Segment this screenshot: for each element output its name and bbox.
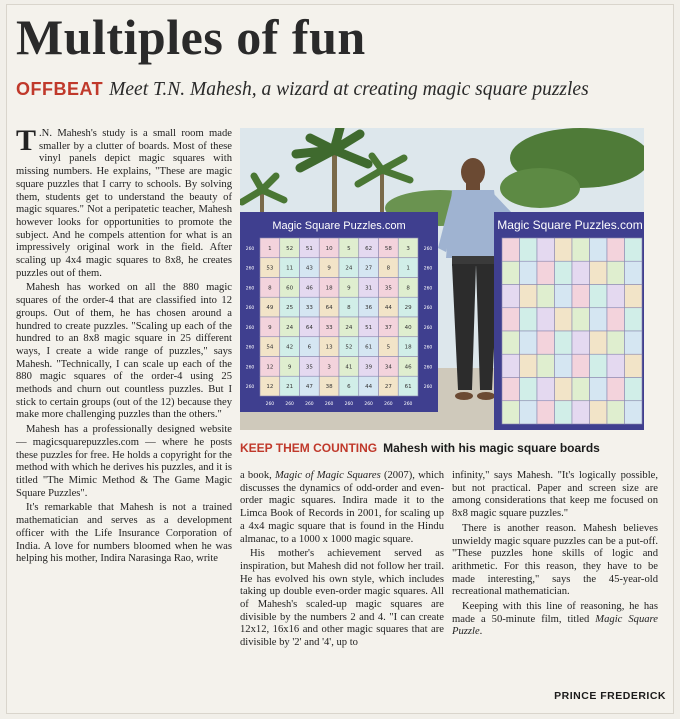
grid-number: 38 <box>325 384 333 391</box>
deck-kicker: OFFBEAT <box>16 79 104 99</box>
grid-number: 3 <box>406 245 410 252</box>
grid-cell <box>537 238 555 261</box>
grid-number: 54 <box>266 344 274 351</box>
grid-number: 11 <box>286 265 294 272</box>
grid-number: 53 <box>266 265 274 272</box>
headline: Multiples of fun <box>16 9 366 65</box>
photo <box>240 128 644 430</box>
grid-number: 36 <box>365 305 373 312</box>
grid-cell <box>537 354 555 377</box>
grid-cell <box>537 401 555 424</box>
border-number: 260 <box>245 365 255 371</box>
grid-number: 1 <box>268 245 272 252</box>
border-number: 260 <box>305 402 314 407</box>
grid-number: 61 <box>365 344 373 351</box>
grid-number: 8 <box>268 285 272 292</box>
border-number: 260 <box>423 345 433 351</box>
grid-cell <box>572 401 590 424</box>
grid-cell <box>572 261 590 284</box>
grid-cell <box>607 331 625 354</box>
right-board-title: Magic Square Puzzles.com <box>497 218 643 232</box>
border-number: 260 <box>344 402 354 407</box>
grid-number: 29 <box>404 305 412 312</box>
grid-number: 9 <box>347 285 351 292</box>
grid-number: 49 <box>266 305 274 312</box>
grid-number: 9 <box>287 364 292 371</box>
grid-cell <box>520 285 538 308</box>
grid-number: 12 <box>266 384 274 391</box>
grid-number: 64 <box>305 324 313 331</box>
left-board-title: Magic Square Puzzles.com <box>272 220 406 232</box>
grid-cell <box>572 378 590 401</box>
grid-cell <box>520 378 538 401</box>
grid-number: 39 <box>365 364 373 371</box>
border-number: 260 <box>324 402 334 407</box>
grid-number: 25 <box>286 305 294 312</box>
grid-cell <box>625 331 643 354</box>
border-number: 260 <box>423 325 433 331</box>
border-number: 260 <box>245 266 255 272</box>
grid-number: 52 <box>286 245 294 252</box>
deck-text: Meet T.N. Mahesh, a wizard at creating magic square puzzles <box>109 79 589 100</box>
grid-cell <box>502 331 520 354</box>
grid-cell <box>520 331 538 354</box>
grid-number: 5 <box>386 344 391 351</box>
grid-cell <box>555 378 573 401</box>
grid-cell <box>572 354 590 377</box>
grid-cell <box>520 261 538 284</box>
grid-cell <box>607 238 625 261</box>
grid-cell <box>555 354 573 377</box>
grid-number: 51 <box>305 245 313 252</box>
grid-cell <box>537 308 555 331</box>
grid-number: 60 <box>286 285 294 292</box>
grid-number: 9 <box>268 324 272 331</box>
grid-cell <box>607 401 625 424</box>
grid-number: 13 <box>325 344 333 351</box>
grid-number: 42 <box>286 344 294 351</box>
grid-number: 1 <box>406 265 410 272</box>
grid-cell <box>590 354 608 377</box>
grid-number: 41 <box>345 364 353 371</box>
grid-number: 6 <box>307 344 312 351</box>
grid-cell <box>625 401 643 424</box>
grid-number: 24 <box>345 265 353 272</box>
grid-number: 5 <box>347 245 351 252</box>
grid-number: 35 <box>305 364 313 371</box>
grid-cell <box>607 285 625 308</box>
grid-cell <box>502 308 520 331</box>
article-paragraph: a book, Magic of Magic Squares (2007), which discusses the dynamics of odd-order and even-order magic squares. Indira made it to the Limca Book of Records in 2001, for scaling up a 4x4 magic square that is found in the Hindu almanac, to a 1000 x 1000 magic square. <box>240 470 444 545</box>
grid-number: 9 <box>327 265 331 272</box>
grid-number: 51 <box>365 324 373 331</box>
grid-number: 6 <box>347 384 351 391</box>
grid-number: 35 <box>384 285 392 292</box>
grid-cell <box>502 285 520 308</box>
border-number: 260 <box>423 286 433 292</box>
grid-cell <box>520 308 538 331</box>
grid-cell <box>572 331 590 354</box>
grid-cell <box>555 308 573 331</box>
border-number: 260 <box>423 385 433 391</box>
article-paragraph: Mahesh has a professionally designed website — magicsquarepuzzles.com — where he posts these puzzles for free. He holds a copyright for the method with which he derives his puzzles, and it is titled "The Mimic Method & The Game Magic Square Puzzles". <box>16 424 232 499</box>
grid-cell <box>607 308 625 331</box>
border-number: 260 <box>364 402 373 407</box>
article-paragraph: Mahesh has worked on all the 880 magic squares of the order-4 that are classified into 12 groups. Out of them, he has chosen around a hundred to create puzzles. "Scaling up each of the hundred to an 8x8 magic square in 25 different ways, I create a wide range of puzzles," says Mahesh. "Technically, I can scale up each of the 880 magic squares of the order-4 using 25 methods and churn out countless puzzles. But I stick to certain groups (out of the 12) because they make more challenging puzzles than the others." <box>16 282 232 421</box>
grid-number: 18 <box>325 285 333 292</box>
grid-cell <box>625 308 643 331</box>
grid-cell <box>590 401 608 424</box>
grid-cell <box>590 378 608 401</box>
grid-number: 24 <box>286 324 294 331</box>
grid-number: 33 <box>305 305 313 312</box>
article-column-3 <box>452 470 658 641</box>
grid-cell <box>502 401 520 424</box>
book-title: Magic of Magic Squares <box>274 470 381 481</box>
grid-number: 43 <box>305 265 313 272</box>
grid-cell <box>502 261 520 284</box>
border-number: 260 <box>403 402 413 407</box>
grid-cell <box>520 238 538 261</box>
grid-cell <box>537 378 555 401</box>
grid-number: 37 <box>384 324 392 331</box>
grid-number: 46 <box>305 285 313 292</box>
grid-number: 27 <box>365 265 373 272</box>
grid-cell <box>590 331 608 354</box>
left-magic-square-board <box>240 212 438 412</box>
caption-text: Mahesh with his magic square boards <box>383 441 600 455</box>
grid-cell <box>572 308 590 331</box>
grid-number: 34 <box>384 364 392 371</box>
article-paragraph: T .N. Mahesh's study is a small room made smaller by a clutter of boards. Most of these vinyl panels depict magic squares with missing numbers. He explains, "These are magic square puzzles that I carry to schools. By solving them, students get to understand the beauty of magic squares." Not a peripatetic teacher, Mahesh however looks for opportunities to promote the subject. And he compels attention for what is an impressively original work in the field. After scaling up 4x4 magic squares to 8x8, he creates puzzles out of them. <box>16 124 232 279</box>
grid-number: 40 <box>404 324 412 331</box>
grid-cell <box>625 261 643 284</box>
grid-number: 8 <box>406 285 410 292</box>
border-number: 260 <box>285 402 294 407</box>
border-number: 260 <box>245 246 255 252</box>
grid-cell <box>502 238 520 261</box>
border-number: 260 <box>423 246 433 252</box>
grid-number: 8 <box>347 305 351 312</box>
grid-cell <box>555 238 573 261</box>
grid-cell <box>572 238 590 261</box>
grid-cell <box>537 285 555 308</box>
grid-cell <box>607 261 625 284</box>
grid-cell <box>555 331 573 354</box>
grid-cell <box>537 261 555 284</box>
deck <box>16 76 656 103</box>
grid-cell <box>625 285 643 308</box>
grid-number: 12 <box>266 364 274 371</box>
border-number: 260 <box>245 345 255 351</box>
grid-number: 8 <box>386 265 391 272</box>
border-number: 260 <box>245 286 255 292</box>
grid-cell <box>625 354 643 377</box>
grid-number: 44 <box>365 384 373 391</box>
article-paragraph: There is another reason. Mahesh believes unwieldy magic square puzzles can be a put-off. "These puzzles hone skills of logic and arithmetic. For this reason, they have to be made interesting," says the 45-year-old recreational mathematician. <box>452 522 658 598</box>
article-column-2 <box>240 470 444 652</box>
grid-cell <box>555 285 573 308</box>
grid-number: 62 <box>365 245 373 252</box>
grid-number: 21 <box>286 384 294 391</box>
caption-kicker: KEEP THEM COUNTING <box>240 441 378 455</box>
grid-number: 58 <box>384 245 392 252</box>
border-number: 260 <box>245 325 255 331</box>
grid-cell <box>572 285 590 308</box>
grid-number: 46 <box>404 364 412 371</box>
grid-number: 52 <box>345 344 353 351</box>
border-number: 260 <box>423 266 433 272</box>
grid-number: 64 <box>325 305 333 312</box>
grid-number: 47 <box>305 384 313 391</box>
grid-number: 44 <box>384 305 392 312</box>
byline: PRINCE FREDERICK <box>554 690 666 702</box>
grid-cell <box>537 331 555 354</box>
film-title: Magic Square Puzzle <box>452 613 658 638</box>
grid-number: 61 <box>404 384 412 391</box>
photo-illustration <box>240 128 644 430</box>
grid-cell <box>520 354 538 377</box>
grid-cell <box>502 354 520 377</box>
grid-cell <box>555 261 573 284</box>
border-number: 260 <box>245 306 255 312</box>
article-paragraph: It's remarkable that Mahesh is not a trained mathematician and serves as a development officer with the Life Insurance Corporation of India. A love for numbers bloomed when he was helping his mother, Indira Narasinga Rao, write <box>16 502 232 565</box>
grid-cell <box>607 354 625 377</box>
article-paragraph: Keeping with this line of reasoning, he has made a 50-minute film, titled Magic Square Puzzle. <box>452 601 658 638</box>
article-column-1 <box>16 124 232 568</box>
grid-number: 24 <box>345 324 353 331</box>
grid-number: 31 <box>365 285 373 292</box>
grid-cell <box>590 308 608 331</box>
grid-cell <box>555 401 573 424</box>
grid-number: 18 <box>404 344 412 351</box>
dropcap: T <box>16 124 37 157</box>
photo-caption <box>240 441 660 455</box>
grid-cell <box>625 378 643 401</box>
border-number: 260 <box>384 402 393 407</box>
grid-number: 27 <box>384 384 392 391</box>
grid-cell <box>590 285 608 308</box>
grid-cell <box>520 401 538 424</box>
grid-number: 33 <box>325 324 333 331</box>
right-magic-square-board <box>494 212 644 430</box>
grid-cell <box>590 261 608 284</box>
grid-number: 10 <box>325 245 333 252</box>
border-number: 260 <box>245 385 255 391</box>
grid-cell <box>502 378 520 401</box>
article-paragraph: infinity," says Mahesh. "It's logically possible, but not practical. Paper and screen size are among considerations that keep me focused on 8x8 magic square puzzles." <box>452 470 658 520</box>
article-paragraph: His mother's achievement served as inspiration, but Mahesh did not follow her trail. He has evolved his own style, which includes taking up double even-order magic squares. All of Mahesh's scaled-up magic squares are divisible by the numbers 2 and 4. "I can create 12x12, 16x16 and other magic squares that are divisible by '2' and '4', up to <box>240 548 444 649</box>
border-number: 260 <box>265 402 275 407</box>
border-number: 260 <box>423 365 433 371</box>
border-number: 260 <box>423 306 433 312</box>
grid-number: 3 <box>327 364 331 371</box>
grid-cell <box>590 238 608 261</box>
grid-cell <box>607 378 625 401</box>
grid-cell <box>625 238 643 261</box>
